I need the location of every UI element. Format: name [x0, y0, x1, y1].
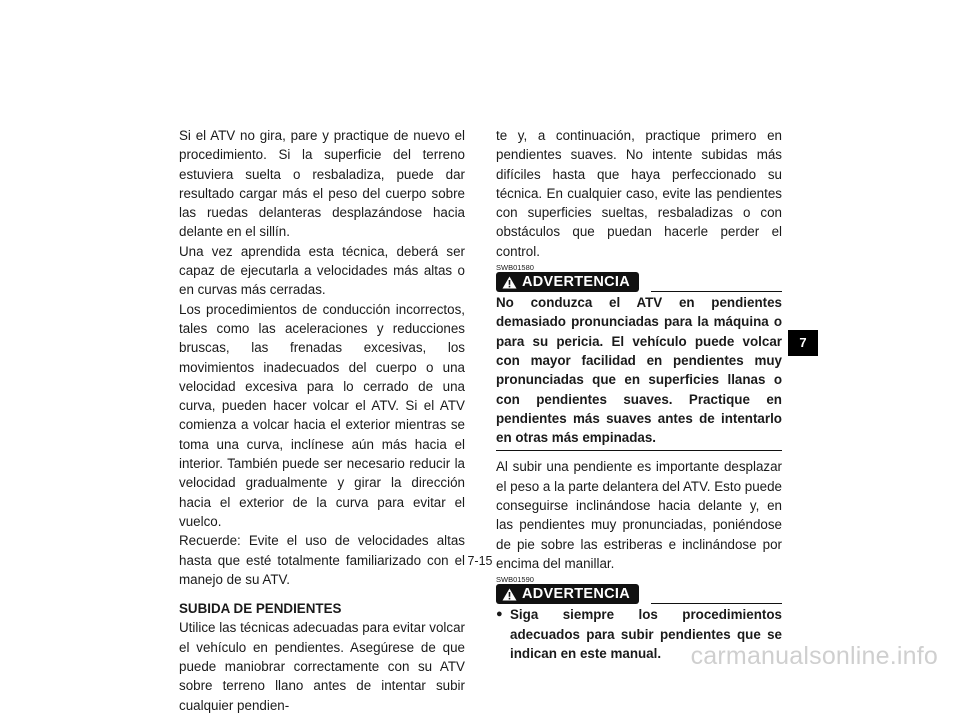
warning-text-1: No conduzca el ATV en pendientes demasiado pronunciadas para la máquina o para su pericia. El vehículo puede volcar con mayor facilidad en pendientes muy pronunciadas que en superficies llanas o con pendientes suaves. Practique en pendientes más suaves antes de intentarlo en otras más empinadas.	[496, 295, 782, 446]
bullet-dot-icon: ●	[496, 608, 503, 621]
right-column	[496, 126, 782, 663]
slope-paragraph: Al subir una pendiente es importante desplazar el peso a la parte delantera del ATV. Esto puede conseguirse inclinándose hacia delante y, en las pendientes muy pronunciadas, poniéndose de pie sobre las estriberas e inclinándose por encima del manillar.	[496, 459, 782, 571]
watermark: carmanualsonline.info	[690, 642, 938, 670]
warning-rule-1	[651, 291, 782, 292]
warning-triangle-icon	[502, 588, 517, 601]
warning-rule-2	[651, 603, 782, 604]
continuation-paragraph: te y, a continuación, practique primero en pendientes suaves. No intente subidas más difíciles hasta que haya perfeccionado su técnica. En cualquier caso, evite las pendientes con superficies sueltas, resbaladizas o con obstáculos que puedan hacerle perder el control.	[496, 128, 782, 259]
section-heading: SUBIDA DE PENDIENTES	[179, 601, 342, 617]
paragraph-3: Los procedimientos de conducción incorrectos, tales como las aceleraciones y reducciones bruscas, las frenadas excesivas, los movimientos inadecuados del cuerpo o una velocidad excesiva para lo cerrado de una curva, pueden hacer volcar el ATV. Si el ATV comienza a volcar hacia el exterior mientras se toma una curva, inclínese aún más hacia el interior. También puede ser necesario reducir la velocidad gradualmente y girar la dirección hacia el exterior de la curva para evitar el vuelco.	[179, 301, 465, 529]
warning-header-2	[496, 584, 782, 604]
paragraph-1: Si el ATV no gira, pare y practique de nuevo el procedimiento. Si la superficie del terreno estuviera suelta o resbaladiza, puede dar resultado cargar más el peso del cuerpo sobre las ruedas delanteras desplazándose hacia delante en el sillín.	[179, 128, 465, 240]
warning-label-2: ADVERTENCIA	[522, 586, 631, 603]
warning-end-rule-1	[496, 450, 782, 451]
warning-badge-1	[496, 272, 639, 292]
warning-badge-2	[496, 584, 639, 604]
warning-triangle-icon	[502, 276, 517, 289]
warning-label-1: ADVERTENCIA	[522, 274, 631, 291]
warning-code-1: SWB01580	[496, 263, 534, 273]
page-number: 7-15	[467, 554, 493, 568]
warning-bullet-text: Siga siempre los procedimientos adecuados para subir pendientes que se indican en este manual.	[510, 607, 782, 661]
warning-header-1	[496, 272, 782, 292]
chapter-tab: 7	[788, 330, 818, 356]
paragraph-2: Una vez aprendida esta técnica, deberá ser capaz de ejecutarla a velocidades más altas o en curvas más cerradas.	[179, 243, 465, 298]
warning-code-2: SWB01590	[496, 575, 534, 585]
left-column	[179, 126, 465, 715]
section-paragraph: Utilice las técnicas adecuadas para evitar volcar el vehículo en pendientes. Asegúrese de que puede maniobrar correctamente con su ATV sobre terreno llano antes de intentar subir cualquier pendien-	[179, 620, 465, 713]
paragraph-4: Recuerde: Evite el uso de velocidades altas hasta que esté totalmente familiarizado con el manejo de su ATV.	[179, 533, 465, 587]
